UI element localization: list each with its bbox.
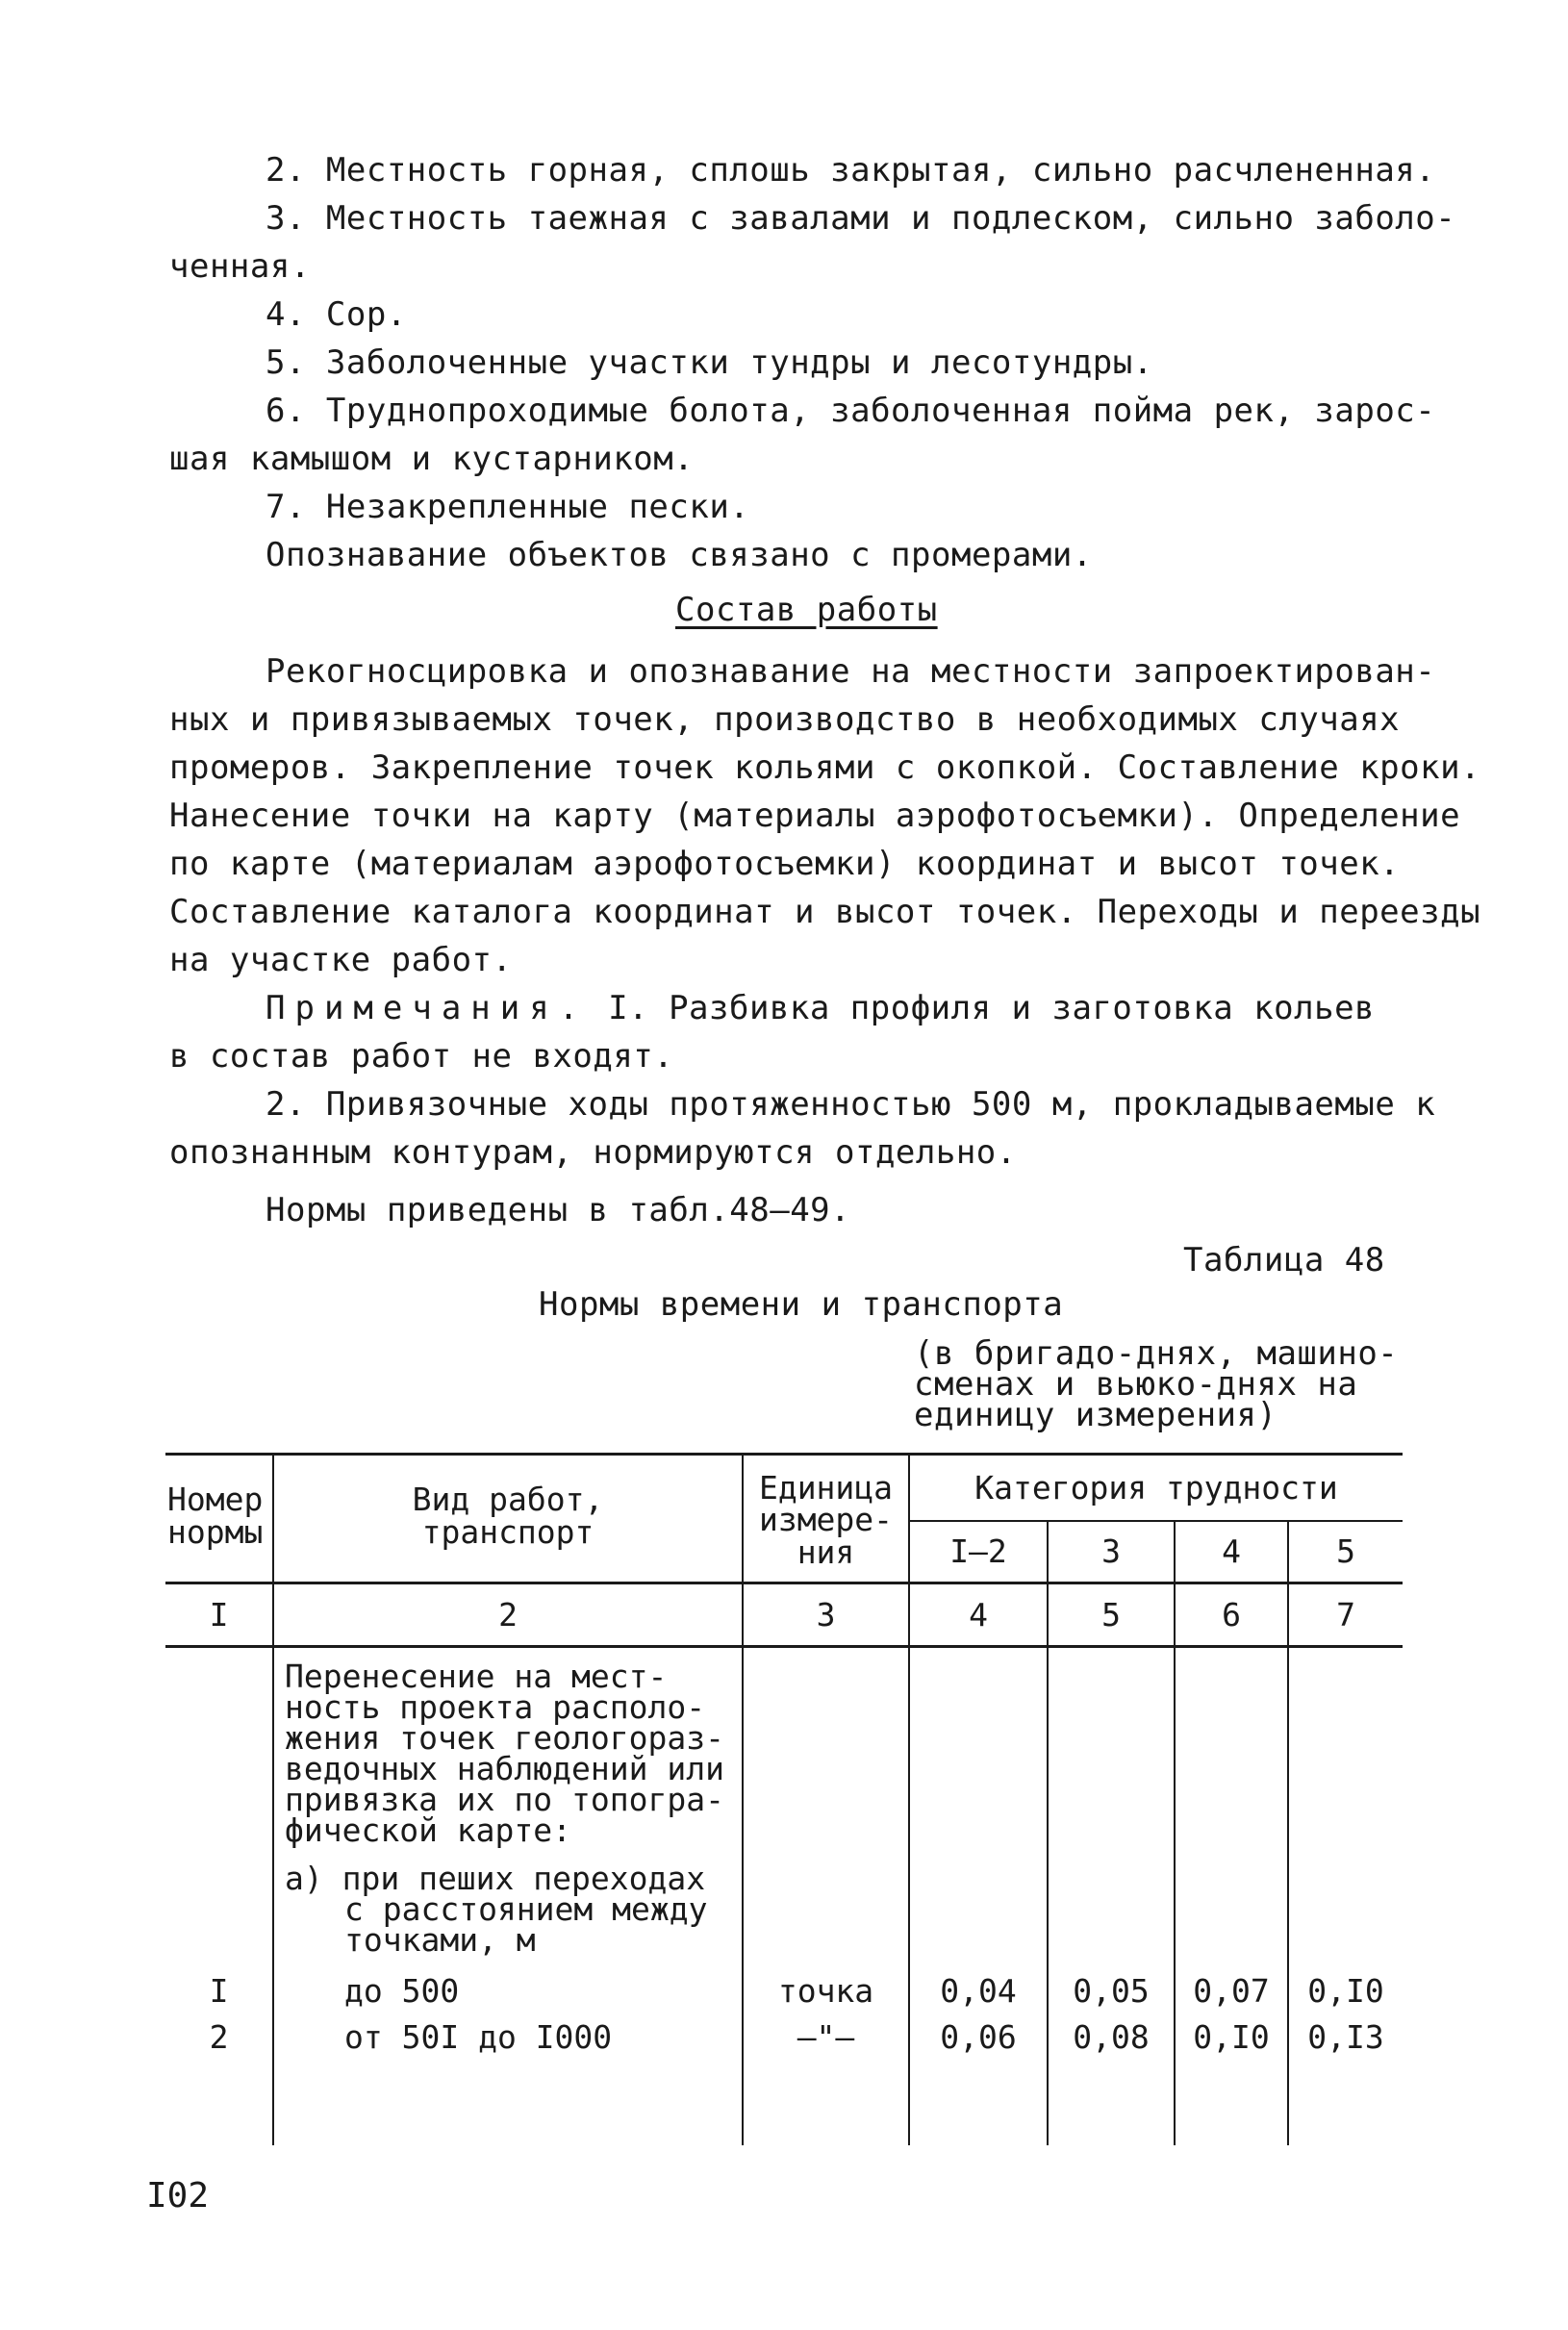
header-category: 5: [1336, 1532, 1355, 1570]
table-title: Нормы времени и транспорта: [539, 1285, 1064, 1324]
column-number: 7: [1336, 1596, 1355, 1634]
row-value: 0,I0: [1307, 1972, 1384, 2010]
header-unit: ния: [797, 1533, 855, 1571]
description-line: ведочных наблюдений или: [285, 1750, 724, 1787]
page-number: I02: [146, 2176, 210, 2216]
paragraph-line: ченная.: [169, 247, 311, 286]
row-norm-no: 2: [209, 2018, 229, 2056]
paragraph-line: 6. Труднопроходимые болота, заболоченная пойма рек, зарос-: [266, 392, 1436, 430]
work-text-line: Составление каталога координат и высот точек. Переходы и переезды: [169, 893, 1481, 931]
column-number: 4: [969, 1596, 988, 1634]
table-numbers-border: [165, 1645, 1403, 1648]
header-difficulty: Категория трудности: [974, 1469, 1338, 1507]
column-number: I: [209, 1596, 229, 1634]
note-1: I. Разбивка профиля и заготовка кольев: [608, 989, 1376, 1027]
column-number: 2: [498, 1596, 518, 1634]
units-note-line: (в бригадо-днях, машино-: [914, 1334, 1399, 1373]
row-work: до 500: [344, 1972, 460, 2010]
row-value: 0,06: [940, 2018, 1017, 2056]
norms-reference: Нормы приведены в табл.48–49.: [266, 1191, 851, 1229]
table-number: Таблица 48: [1183, 1241, 1385, 1279]
row-value: 0,08: [1073, 2018, 1150, 2056]
description-line: фической карте:: [285, 1811, 572, 1849]
units-note-line: единицу измерения): [914, 1396, 1277, 1434]
row-value: 0,I0: [1193, 2018, 1270, 2056]
work-text-line: промеров. Закрепление точек кольями с окопкой. Составление кроки.: [169, 748, 1481, 787]
table-category-divider: [908, 1520, 1403, 1522]
description-line: привязка их по топогра-: [285, 1781, 724, 1818]
paragraph-line: 3. Местность таежная с завалами и подлеском, сильно заболо-: [266, 199, 1456, 238]
row-value: 0,07: [1193, 1972, 1270, 2010]
work-text-line: Нанесение точки на карту (материалы аэрофотосъемки). Определение: [169, 797, 1461, 835]
paragraph-line: 4. Сор.: [266, 295, 407, 334]
paragraph-line: Опознавание объектов связано с промерами.: [266, 536, 1093, 574]
header-norm-no: Номер: [167, 1481, 264, 1518]
column-number: 6: [1222, 1596, 1241, 1634]
header-category: I–2: [949, 1532, 1007, 1570]
header-category: 3: [1101, 1532, 1121, 1570]
table-column-line: [1174, 1647, 1176, 2145]
paragraph-line: 2. Местность горная, сплошь закрытая, сильно расчлененная.: [266, 151, 1436, 190]
table-column-line: [908, 1647, 910, 2145]
section-heading: Состав работы: [675, 591, 938, 629]
description-line: Перенесение на мест-: [285, 1658, 668, 1695]
work-text-line: Рекогносцировка и опознавание на местности запроектирован-: [266, 652, 1436, 691]
header-norm-no: нормы: [167, 1513, 264, 1551]
table-column-line: [742, 1647, 744, 2145]
row-value: 0,05: [1073, 1972, 1150, 2010]
header-work-type: транспорт: [421, 1513, 594, 1551]
notes-label: Примечания.: [266, 989, 589, 1027]
table-top-border: [165, 1453, 1403, 1456]
table-column-line: [272, 1647, 274, 2145]
table-column-line: [1287, 1647, 1289, 2145]
paragraph-line: 7. Незакрепленные пески.: [266, 488, 750, 526]
subitem-line: а) при пеших переходах: [285, 1860, 706, 1897]
column-number: 5: [1101, 1596, 1121, 1634]
paragraph-line: шая камышом и кустарником.: [169, 440, 695, 478]
paragraph-line: 5. Заболоченные участки тундры и лесотундры.: [266, 343, 1153, 382]
header-unit: Единица: [758, 1469, 894, 1507]
row-norm-no: I: [209, 1972, 229, 2010]
header-category: 4: [1222, 1532, 1241, 1570]
units-note-line: сменах и вьюко-днях на: [914, 1365, 1358, 1404]
notes-line: 2. Привязочные ходы протяженностью 500 м, прокладываемые к: [266, 1085, 1436, 1124]
column-number: 3: [816, 1596, 836, 1634]
work-text-line: по карте (материалам аэрофотосъемки) координат и высот точек.: [169, 845, 1401, 883]
table-column-line: [1047, 1647, 1049, 2145]
work-text-line: ных и привязываемых точек, производство в необходимых случаях: [169, 700, 1401, 739]
notes-line: [266, 987, 1375, 1029]
notes-line: в состав работ не входят.: [169, 1037, 674, 1076]
description-line: жения точек геологораз-: [285, 1719, 724, 1757]
header-unit: измере-: [758, 1501, 894, 1538]
row-value: 0,I3: [1307, 2018, 1384, 2056]
header-work-type: Вид работ,: [412, 1481, 604, 1518]
row-unit: точка: [777, 1972, 874, 2010]
table-header-border: [165, 1582, 1403, 1584]
description-line: ность проекта располо-: [285, 1688, 706, 1726]
subitem-line: с расстоянием между: [344, 1890, 708, 1928]
notes-line: опознанным контурам, нормируются отдельно.: [169, 1133, 1017, 1172]
subitem-line: точками, м: [344, 1921, 536, 1959]
work-text-line: на участке работ.: [169, 941, 513, 979]
row-work: от 50I до I000: [344, 2018, 613, 2056]
row-value: 0,04: [940, 1972, 1017, 2010]
row-unit: –"–: [797, 2018, 855, 2056]
